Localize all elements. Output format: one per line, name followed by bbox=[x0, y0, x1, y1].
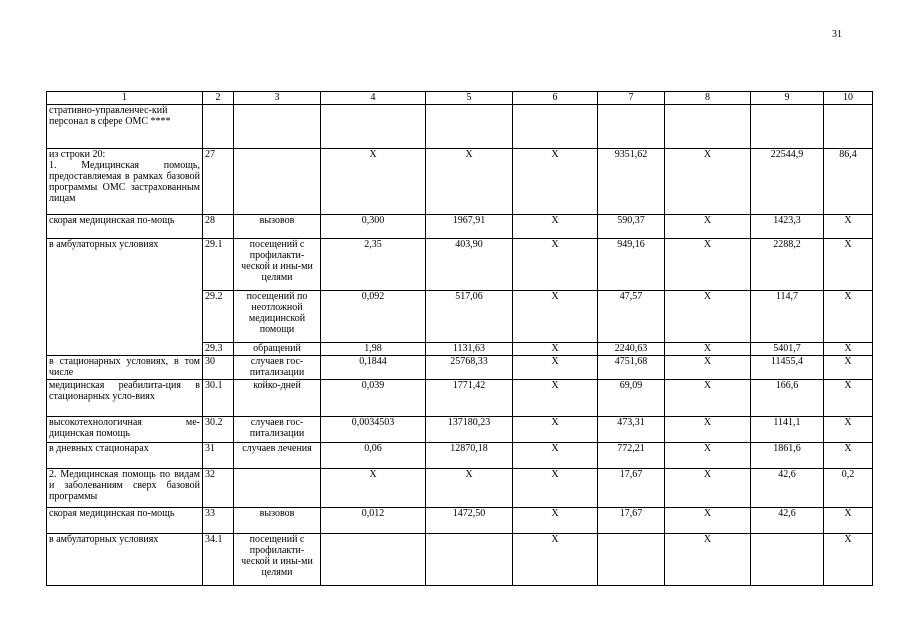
cell-col8: X bbox=[665, 356, 751, 380]
cell-col10: X bbox=[824, 356, 873, 380]
cell-col5: X bbox=[426, 469, 513, 508]
table-row bbox=[47, 239, 873, 291]
cell-col7: 17,67 bbox=[598, 508, 665, 534]
header-cell: 10 bbox=[824, 92, 873, 105]
cell-col7: 772,21 bbox=[598, 443, 665, 469]
cell-col9: 42,6 bbox=[751, 508, 824, 534]
cell-col8: X bbox=[665, 534, 751, 586]
header-cell: 8 bbox=[665, 92, 751, 105]
unit-cell: случаев гос-питализации bbox=[234, 417, 321, 443]
row-label: из строки 20: 1. Медицинская помощь, предоставляемая в рамках базовой программы ОМС застрахованным лицам bbox=[47, 149, 203, 215]
unit-cell: случаев лечения bbox=[234, 443, 321, 469]
cell-col9: 1861,6 bbox=[751, 443, 824, 469]
cell-col5: 1771,42 bbox=[426, 380, 513, 417]
cell-col6: X bbox=[513, 534, 598, 586]
cell-col8: X bbox=[665, 417, 751, 443]
cell-col6 bbox=[513, 105, 598, 149]
cell-col5: 137180,23 bbox=[426, 417, 513, 443]
cell-col8: X bbox=[665, 343, 751, 356]
cell-col9: 2288,2 bbox=[751, 239, 824, 291]
row-code: 27 bbox=[203, 149, 234, 215]
unit-cell: обращений bbox=[234, 343, 321, 356]
cell-col7: 949,16 bbox=[598, 239, 665, 291]
cell-col5: 25768,33 bbox=[426, 356, 513, 380]
cell-col5: 12870,18 bbox=[426, 443, 513, 469]
cell-col6: X bbox=[513, 417, 598, 443]
table-row bbox=[47, 508, 873, 534]
row-label: в амбулаторных условиях bbox=[47, 239, 203, 356]
unit-cell: посещений с профилакти-ческой и ины-ми целями bbox=[234, 239, 321, 291]
cell-col8: X bbox=[665, 443, 751, 469]
cell-col9 bbox=[751, 105, 824, 149]
cell-col10: X bbox=[824, 534, 873, 586]
cell-col5: X bbox=[426, 149, 513, 215]
cell-col5 bbox=[426, 534, 513, 586]
cell-col9: 166,6 bbox=[751, 380, 824, 417]
header-cell: 6 bbox=[513, 92, 598, 105]
cell-col7: 9351,62 bbox=[598, 149, 665, 215]
cell-col7: 17,67 bbox=[598, 469, 665, 508]
row-label: скорая медицинская по-мощь bbox=[47, 508, 203, 534]
cell-col9: 11455,4 bbox=[751, 356, 824, 380]
unit-cell: случаев гос-питализации bbox=[234, 356, 321, 380]
unit-cell: вызовов bbox=[234, 215, 321, 239]
row-code: 28 bbox=[203, 215, 234, 239]
unit-cell: посещений по неотложной медицинской помощи bbox=[234, 291, 321, 343]
table-row bbox=[47, 469, 873, 508]
data-table bbox=[46, 91, 873, 586]
cell-col4: 0,012 bbox=[321, 508, 426, 534]
cell-col5: 517,06 bbox=[426, 291, 513, 343]
cell-col5: 1967,91 bbox=[426, 215, 513, 239]
row-code: 30.2 bbox=[203, 417, 234, 443]
row-code: 29.1 bbox=[203, 239, 234, 291]
table-row bbox=[47, 443, 873, 469]
row-label: медицинская реабилита-ция в стационарных усло-виях bbox=[47, 380, 203, 417]
row-label: 2. Медицинская помощь по видам и заболеваниям сверх базовой программы bbox=[47, 469, 203, 508]
cell-col4: 0,300 bbox=[321, 215, 426, 239]
unit-cell bbox=[234, 149, 321, 215]
header-cell: 3 bbox=[234, 92, 321, 105]
cell-col6: X bbox=[513, 508, 598, 534]
cell-col6: X bbox=[513, 149, 598, 215]
table-row bbox=[47, 534, 873, 586]
header-cell: 7 bbox=[598, 92, 665, 105]
table-row bbox=[47, 380, 873, 417]
cell-col4 bbox=[321, 534, 426, 586]
cell-col9: 22544,9 bbox=[751, 149, 824, 215]
cell-col8: X bbox=[665, 149, 751, 215]
cell-col9 bbox=[751, 534, 824, 586]
cell-col9: 114,7 bbox=[751, 291, 824, 343]
row-label: высокотехнологичная ме-дицинская помощь bbox=[47, 417, 203, 443]
cell-col4: 0,1844 bbox=[321, 356, 426, 380]
unit-cell bbox=[234, 105, 321, 149]
cell-col8: X bbox=[665, 215, 751, 239]
cell-col6: X bbox=[513, 215, 598, 239]
cell-col10: 0,2 bbox=[824, 469, 873, 508]
cell-col6: X bbox=[513, 291, 598, 343]
row-code: 33 bbox=[203, 508, 234, 534]
cell-col4: 0,092 bbox=[321, 291, 426, 343]
row-label: в амбулаторных условиях bbox=[47, 534, 203, 586]
cell-col10: X bbox=[824, 291, 873, 343]
cell-col6: X bbox=[513, 343, 598, 356]
cell-col9: 1141,1 bbox=[751, 417, 824, 443]
row-code bbox=[203, 105, 234, 149]
cell-col4: X bbox=[321, 149, 426, 215]
cell-col10: X bbox=[824, 417, 873, 443]
cell-col8: X bbox=[665, 508, 751, 534]
cell-col10: X bbox=[824, 443, 873, 469]
cell-col7 bbox=[598, 534, 665, 586]
cell-col7: 2240,63 bbox=[598, 343, 665, 356]
cell-col6: X bbox=[513, 239, 598, 291]
cell-col4: 0,039 bbox=[321, 380, 426, 417]
cell-col10 bbox=[824, 105, 873, 149]
cell-col8: X bbox=[665, 239, 751, 291]
cell-col5: 1472,50 bbox=[426, 508, 513, 534]
cell-col5 bbox=[426, 105, 513, 149]
header-cell: 1 bbox=[47, 92, 203, 105]
header-row bbox=[47, 92, 873, 105]
header-cell: 9 bbox=[751, 92, 824, 105]
row-code: 31 bbox=[203, 443, 234, 469]
cell-col10: X bbox=[824, 239, 873, 291]
cell-col4: 0,0034503 bbox=[321, 417, 426, 443]
unit-cell bbox=[234, 469, 321, 508]
cell-col6: X bbox=[513, 469, 598, 508]
unit-cell: посещений с профилакти-ческой и ины-ми целями bbox=[234, 534, 321, 586]
cell-col6: X bbox=[513, 443, 598, 469]
cell-col6: X bbox=[513, 356, 598, 380]
cell-col7: 473,31 bbox=[598, 417, 665, 443]
unit-cell: койко-дней bbox=[234, 380, 321, 417]
row-label: в дневных стационарах bbox=[47, 443, 203, 469]
table-row bbox=[47, 417, 873, 443]
table-row bbox=[47, 105, 873, 149]
table-row bbox=[47, 149, 873, 215]
cell-col7 bbox=[598, 105, 665, 149]
row-code: 30.1 bbox=[203, 380, 234, 417]
row-code: 29.2 bbox=[203, 291, 234, 343]
table-row bbox=[47, 356, 873, 380]
cell-col8 bbox=[665, 105, 751, 149]
row-code: 34.1 bbox=[203, 534, 234, 586]
cell-col4: 0,06 bbox=[321, 443, 426, 469]
cell-col4 bbox=[321, 105, 426, 149]
cell-col10: 86,4 bbox=[824, 149, 873, 215]
cell-col9: 42,6 bbox=[751, 469, 824, 508]
row-label: скорая медицинская по-мощь bbox=[47, 215, 203, 239]
cell-col6: X bbox=[513, 380, 598, 417]
row-code: 29.3 bbox=[203, 343, 234, 356]
header-cell: 5 bbox=[426, 92, 513, 105]
cell-col8: X bbox=[665, 291, 751, 343]
cell-col9: 1423,3 bbox=[751, 215, 824, 239]
cell-col7: 69,09 bbox=[598, 380, 665, 417]
page-number: 31 bbox=[832, 29, 842, 40]
header-cell: 4 bbox=[321, 92, 426, 105]
cell-col5: 1131,63 bbox=[426, 343, 513, 356]
header-cell: 2 bbox=[203, 92, 234, 105]
cell-col7: 590,37 bbox=[598, 215, 665, 239]
cell-col5: 403,90 bbox=[426, 239, 513, 291]
cell-col10: X bbox=[824, 343, 873, 356]
cell-col4: 2,35 bbox=[321, 239, 426, 291]
cell-col9: 5401,7 bbox=[751, 343, 824, 356]
row-label: стративно-управленчес-кий персонал в сфере ОМС **** bbox=[47, 105, 203, 149]
row-code: 32 bbox=[203, 469, 234, 508]
cell-col8: X bbox=[665, 380, 751, 417]
cell-col10: X bbox=[824, 215, 873, 239]
row-label: в стационарных условиях, в том числе bbox=[47, 356, 203, 380]
unit-cell: вызовов bbox=[234, 508, 321, 534]
cell-col10: X bbox=[824, 380, 873, 417]
cell-col4: X bbox=[321, 469, 426, 508]
row-code: 30 bbox=[203, 356, 234, 380]
cell-col4: 1,98 bbox=[321, 343, 426, 356]
table-row bbox=[47, 215, 873, 239]
cell-col7: 47,57 bbox=[598, 291, 665, 343]
cell-col10: X bbox=[824, 508, 873, 534]
cell-col8: X bbox=[665, 469, 751, 508]
cell-col7: 4751,68 bbox=[598, 356, 665, 380]
